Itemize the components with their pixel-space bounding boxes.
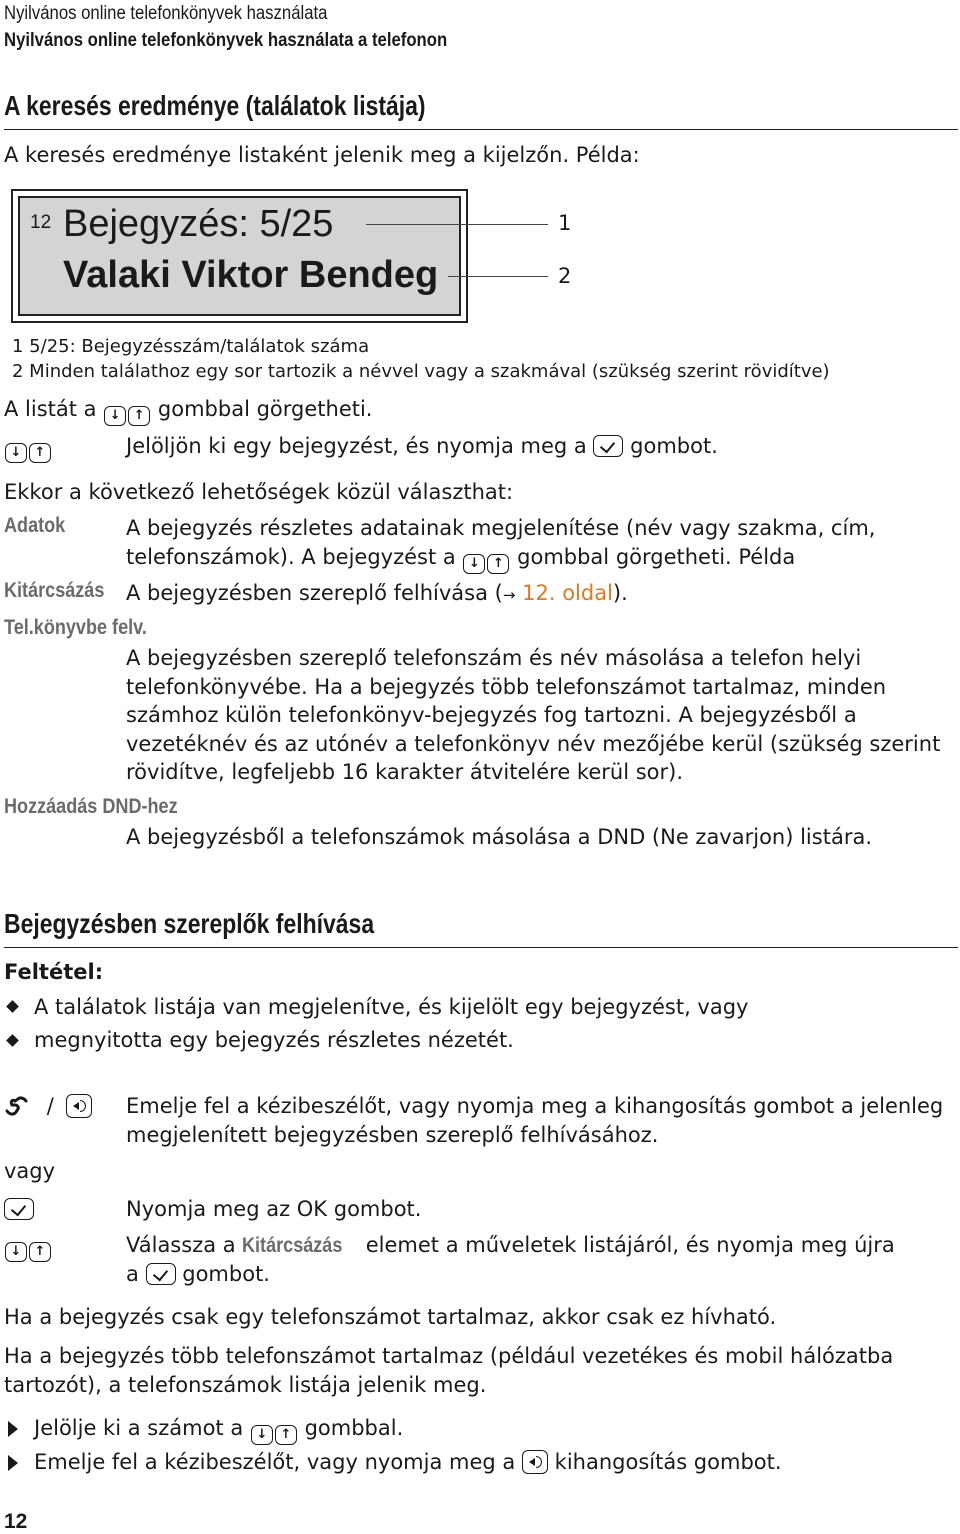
note-multiple-numbers-line2: tartozót), a telefonszámok listája jelenik meg. (4, 1373, 487, 1397)
display-line-entry: Bejegyzés: 5/25 (63, 203, 334, 245)
callout-number-1: 1 (558, 211, 572, 235)
option-telkonyv-line3: számhoz külön telefonkönyv-bejegyzés fog tartozni. A bejegyzésből a (126, 703, 857, 727)
option-label-adatok: Adatok (4, 514, 66, 537)
legend-item-1: 1 5/25: Bejegyzésszám/találatok száma (12, 336, 370, 357)
action1-post: gombbal. (304, 1416, 404, 1440)
option-kitarcsazas-pre: A bejegyzésben szereplő felhívása ( (126, 581, 503, 605)
action1-pre: Jelölje ki a számot a (34, 1416, 244, 1440)
arrow-right-icon: → (502, 586, 516, 604)
option-label-dnd: Hozzáadás DND-hez (4, 795, 178, 818)
step1-keys (4, 1092, 92, 1121)
speaker-key-icon (522, 1450, 548, 1474)
option-adatok-line1: A bejegyzés részletes adatainak megjelenítése (név vagy szakma, cím, (126, 516, 876, 540)
option-label-telkonyv: Tel.könyvbe felv. (4, 616, 147, 639)
up-key-icon: ↑ (275, 1425, 297, 1445)
step3-line1 (126, 1231, 895, 1260)
select-step-pre: Jelöljön ki egy bejegyzést, és nyomja meg a (126, 434, 587, 458)
select-step-keys (4, 432, 52, 463)
note-multiple-numbers-line1: Ha a bejegyzés több telefonszámot tartalmaz (például vezetékes és mobil hálózatba (4, 1344, 894, 1368)
scroll-instruction-pre: A listát a (4, 397, 97, 421)
page-link[interactable]: 12. oldal (522, 581, 613, 605)
step3-line2 (126, 1260, 270, 1289)
triangle-bullet-icon (8, 1421, 18, 1437)
down-key-icon: ↓ (104, 406, 126, 426)
option-kitarcsazas-text (126, 579, 628, 610)
select-step-post: gombot. (630, 434, 718, 458)
down-key-icon: ↓ (5, 443, 27, 463)
section-header: Nyilvános online telefonkönyvek használata a telefonon (4, 30, 448, 51)
option-label-kitarcsazas: Kitárcsázás (4, 579, 105, 602)
option-telkonyv-line5: rövidítve, legfeljebb 16 karakter átvitelére kerül sor). (126, 760, 684, 784)
step3-keys (4, 1231, 52, 1262)
step2-keys (4, 1195, 34, 1224)
condition-label: Feltétel: (4, 960, 104, 984)
step2-text: Nyomja meg az OK gombot. (126, 1197, 422, 1221)
display-line-name: Valaki Viktor Bendeg (63, 254, 439, 296)
speaker-key-icon (66, 1094, 92, 1118)
down-key-icon: ↓ (251, 1425, 273, 1445)
display-indicator: 12 (30, 212, 52, 233)
slash-separator: / (46, 1094, 54, 1118)
condition-item-1: A találatok listája van megjelenítve, és kijelölt egy bejegyzést, vagy (34, 995, 749, 1019)
scroll-instruction (4, 395, 372, 426)
ok-key-icon (593, 435, 623, 457)
option-kitarcsazas-post: ). (612, 581, 628, 605)
up-key-icon: ↑ (29, 443, 51, 463)
divider (4, 947, 958, 948)
step1-line2: megjelenített bejegyzésben szereplő felhívásához. (126, 1123, 659, 1147)
action-select-number (34, 1414, 403, 1445)
step3-post: elemet a műveletek listájáról, és nyomja meg újra (365, 1233, 895, 1257)
results-intro: A keresés eredménye listaként jelenik meg a kijelzőn. Példa: (4, 143, 640, 167)
action2-pre: Emelje fel a kézibeszélőt, vagy nyomja meg a (34, 1450, 516, 1474)
step3-line2-pre: a (126, 1262, 139, 1286)
step3-line2-post: gombot. (182, 1262, 270, 1286)
option-adatok-line2-pre: telefonszámok). A bejegyzést a (126, 545, 456, 569)
up-key-icon: ↑ (29, 1242, 51, 1262)
option-telkonyv-line4: vezetéknév és az utónév a telefonkönyv név mezőjébe kerül (szükség szerint (126, 732, 941, 756)
or-separator: vagy (4, 1159, 56, 1183)
step3-keyword: Kitárcsázás (242, 1234, 343, 1257)
option-telkonyv-line1: A bejegyzésben szereplő telefonszám és név másolása a telefon helyi (126, 646, 862, 670)
step3-pre: Válassza a (126, 1233, 236, 1257)
down-key-icon: ↓ (5, 1242, 27, 1262)
ok-key-icon (146, 1263, 176, 1285)
condition-item-2: megnyitotta egy bejegyzés részletes nézetét. (34, 1028, 514, 1052)
scroll-instruction-post: gombbal görgetheti. (157, 397, 373, 421)
divider (4, 129, 958, 130)
options-intro: Ekkor a következő lehetőségek közül választhat: (4, 480, 514, 504)
page-number: 12 (4, 1510, 28, 1533)
up-key-icon: ↑ (128, 406, 150, 426)
step1-line1: Emelje fel a kézibeszélőt, vagy nyomja meg a kihangosítás gombot a jelenleg (126, 1094, 944, 1118)
diamond-bullet-icon (6, 1000, 19, 1013)
select-step-text (126, 432, 718, 461)
up-key-icon: ↑ (487, 554, 509, 574)
triangle-bullet-icon (8, 1455, 18, 1471)
legend-item-2: 2 Minden találathoz egy sor tartozik a névvel vagy a szakmával (szükség szerint rövidítve) (12, 361, 830, 382)
chapter-header: Nyilvános online telefonkönyvek használata (4, 3, 328, 24)
callout-line-2 (448, 276, 548, 277)
diamond-bullet-icon (6, 1034, 19, 1047)
callout-line-1 (366, 224, 548, 225)
down-key-icon: ↓ (463, 554, 485, 574)
ok-key-icon (4, 1198, 34, 1220)
option-telkonyv-line2: telefonkönyvébe. Ha a bejegyzés több telefonszámot tartalmaz, minden (126, 675, 887, 699)
action2-post: kihangosítás gombot. (554, 1450, 782, 1474)
note-single-number: Ha a bejegyzés csak egy telefonszámot tartalmaz, akkor csak ez hívható. (4, 1305, 777, 1329)
action-call (34, 1448, 782, 1477)
option-adatok-line2 (126, 543, 795, 574)
section-title-results: A keresés eredménye (találatok listája) (4, 90, 426, 121)
option-adatok-line2-post: gombbal görgetheti. Példa (517, 545, 796, 569)
option-dnd-text: A bejegyzésből a telefonszámok másolása a DND (Ne zavarjon) listára. (126, 825, 872, 849)
callout-number-2: 2 (558, 264, 572, 288)
section-title-call: Bejegyzésben szereplők felhívása (4, 908, 375, 939)
handset-icon (4, 1095, 34, 1117)
